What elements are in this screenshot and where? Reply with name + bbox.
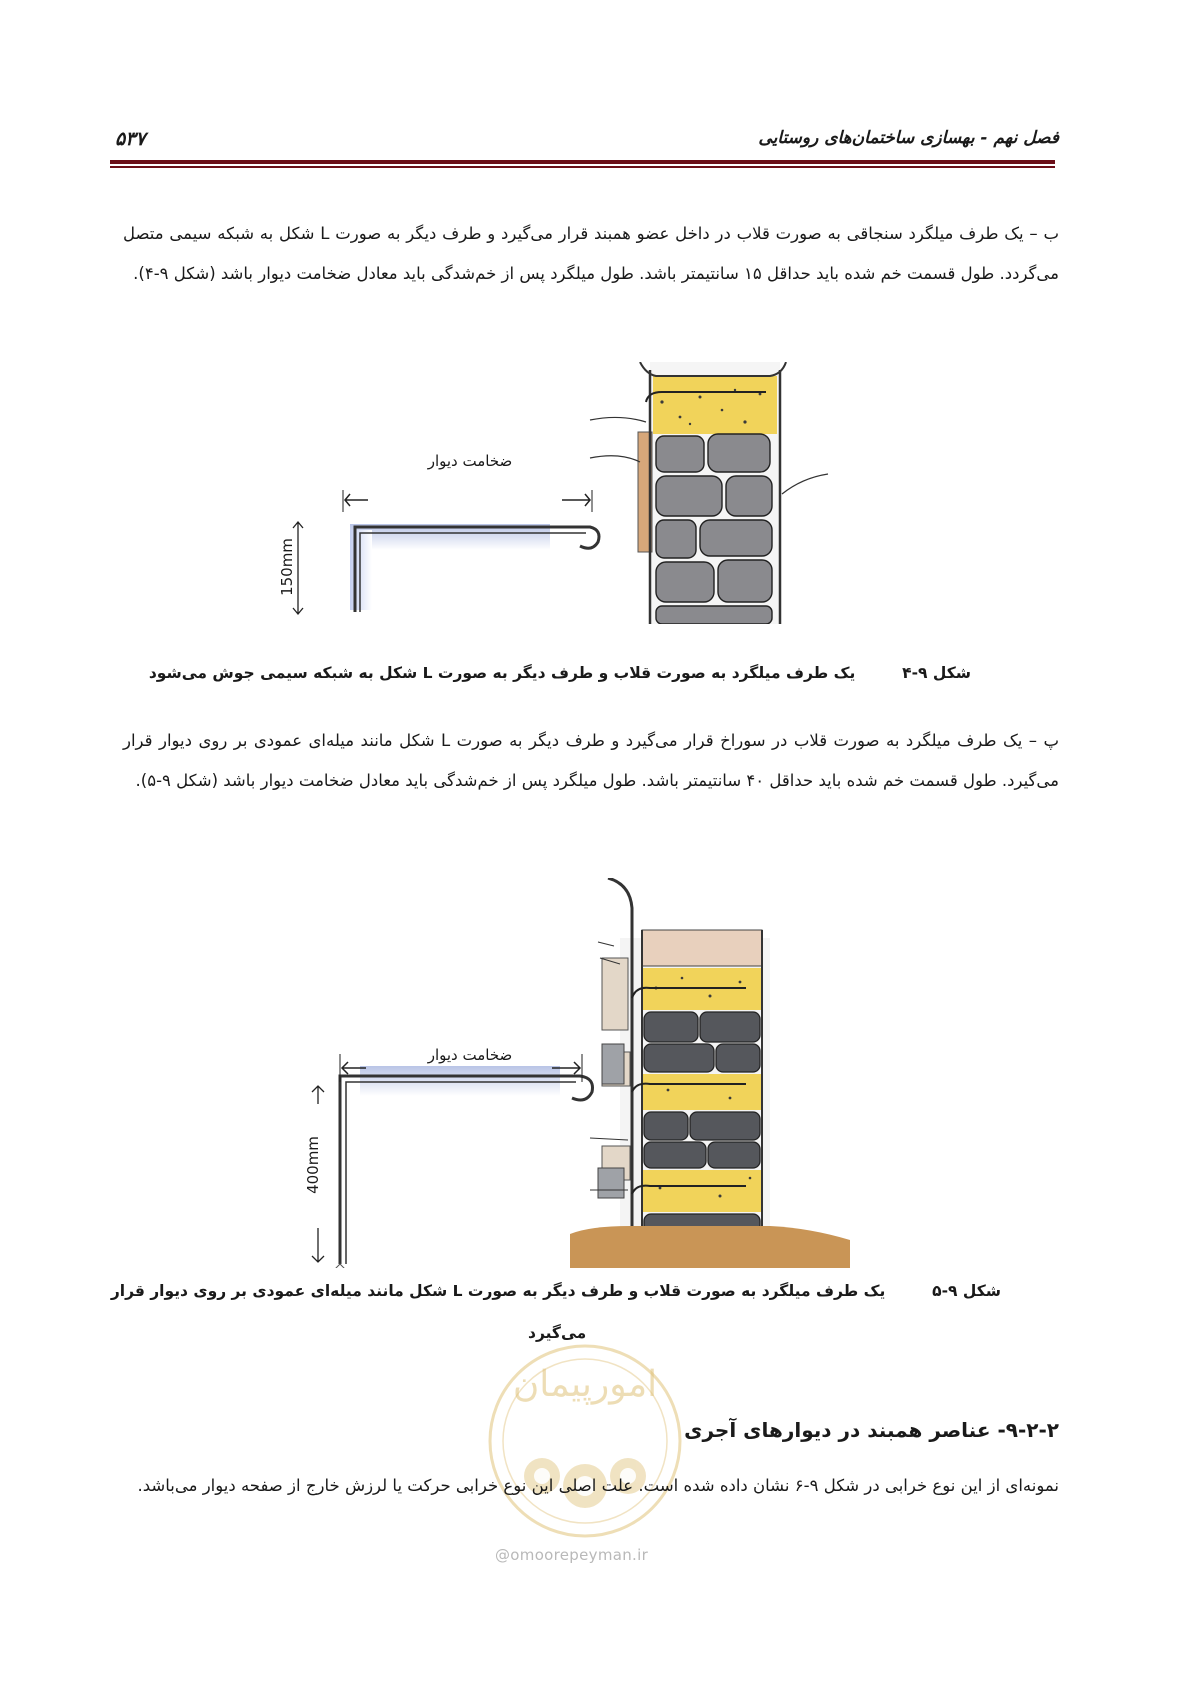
paragraph-p — [123, 721, 1059, 801]
figure-9-5-caption-continued: می‌گیرد — [528, 1324, 587, 1342]
watermark-emblem — [480, 1326, 690, 1556]
wall-section-diagram — [590, 362, 828, 624]
header-rule-thin — [110, 166, 1055, 168]
watermark-logo-text: امورپیمان — [512, 1364, 658, 1405]
watermark-logo — [480, 1326, 690, 1556]
figure-9-4-caption-number: شکل ۹-۴ — [902, 664, 971, 682]
figure-9-5 — [290, 878, 890, 1268]
section-body-text: نمونه‌ای از این نوع خرابی در شکل ۹-۶ نشان داده شده است. علت اصلی این نوع خرابی حرکت یا لرزش خارج از صفحه دیوار می‌باشد. — [137, 1476, 1059, 1495]
figure-9-5-caption-text: یک طرف میلگرد به صورت قلاب و طرف دیگر به صورت L شکل مانند میله‌ای عمودی بر روی دیوار قرار — [110, 1282, 886, 1300]
bent-bar-diagram-long — [312, 1054, 593, 1268]
figure-9-4-height-label: 150mm — [277, 538, 296, 596]
figure-9-5-caption-number: شکل ۹-۵ — [932, 1282, 1001, 1300]
figure-9-4-thickness-label: ضخامت دیوار — [427, 452, 513, 470]
paragraph-p-text: پ – یک طرف میلگرد به صورت قلاب در سوراخ قرار می‌گیرد و طرف دیگر به صورت L شکل مانند میله‌ای عمودی بر روی دیوار قرار می‌گیرد. طول قسمت خم شده باید حداقل ۴۰ سانتیمتر باشد. طول میلگرد پس از خم‌شدگی باید معادل ضخامت دیوار باشد (شکل ۹-۵). — [123, 731, 1059, 790]
page-number: ۵۳۷ — [115, 128, 146, 150]
section-number: ۹-۲-۲- — [997, 1418, 1059, 1442]
paragraph-b — [123, 214, 1059, 294]
figure-9-5-thickness-label: ضخامت دیوار — [427, 1046, 513, 1064]
bent-bar-diagram — [293, 490, 599, 614]
figure-9-5-height-label: 400mm — [303, 1136, 322, 1194]
figure-9-5-caption — [111, 1278, 1001, 1304]
figure-9-4-caption — [149, 660, 971, 686]
section-heading — [684, 1418, 1059, 1442]
section-title: عناصر همبند در دیوارهای آجری — [684, 1418, 991, 1442]
figure-9-4-drawing — [290, 362, 850, 624]
figure-9-4-caption-text: یک طرف میلگرد به صورت قلاب و طرف دیگر به صورت L شکل به شبکه سیمی جوش می‌شود — [148, 664, 856, 682]
watermark-url: @omoorepeyman.ir — [495, 1546, 649, 1564]
chapter-title: فصل نهم - بهسازی ساختمان‌های روستایی — [758, 128, 1059, 148]
section-body — [123, 1466, 1059, 1506]
figure-9-4 — [277, 362, 850, 624]
header-rule — [110, 160, 1055, 164]
wall-section-diagram-tall — [570, 878, 850, 1268]
figure-9-5-drawing — [290, 878, 890, 1268]
paragraph-b-text: ب – یک طرف میلگرد سنجاقی به صورت قلاب در داخل عضو همبند قرار می‌گیرد و طرف دیگر به صورت L شکل به شبکه سیمی متصل می‌گردد. طول قسمت خم شده باید حداقل ۱۵ سانتیمتر باشد. طول میلگرد پس از خم‌شدگی باید معادل ضخامت دیوار باشد (شکل ۹-۴). — [123, 224, 1059, 283]
